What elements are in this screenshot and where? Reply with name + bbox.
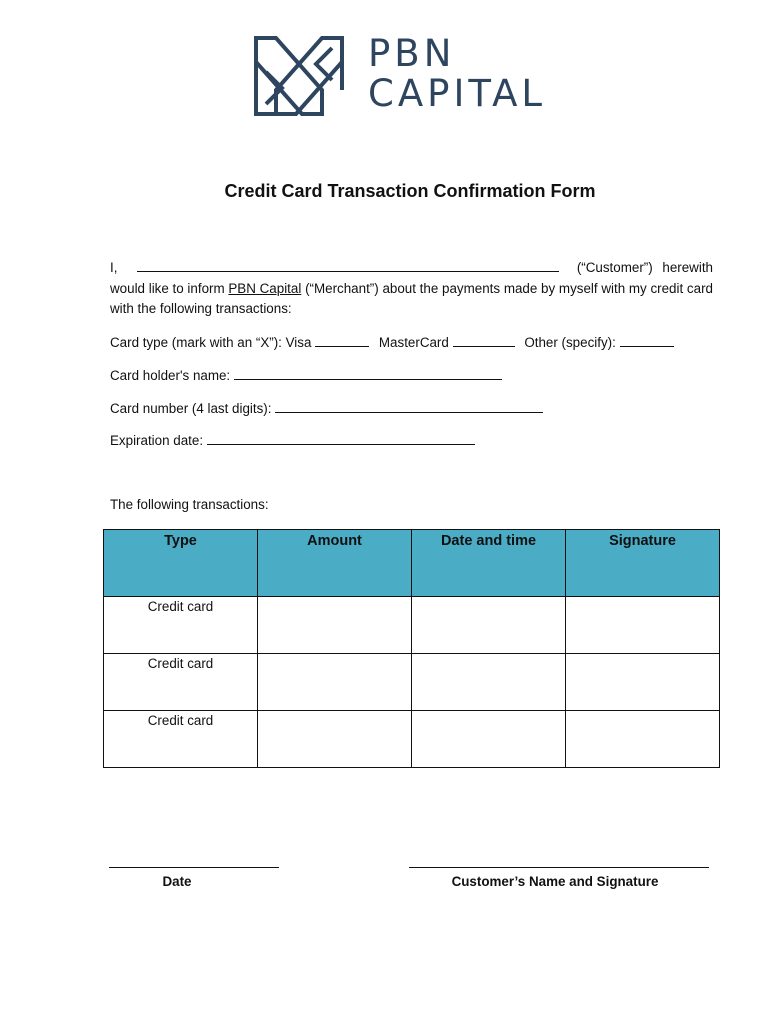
date-label: Date: [162, 874, 192, 889]
visa-blank[interactable]: [315, 333, 369, 347]
card-number-line: [110, 399, 543, 416]
table-row: [104, 597, 720, 654]
cell-type: Credit card: [104, 711, 258, 768]
intro-customer-tag: (“Customer”) herewith would like to inform: [110, 260, 713, 296]
holder-line: [110, 366, 502, 383]
mastercard-label: MasterCard: [378, 335, 449, 350]
brand-line-2: CAPITAL: [368, 72, 547, 115]
card-type-label: Card type (mark with an “X”): Visa: [110, 335, 312, 350]
company-logo: [252, 32, 572, 122]
cell-signature[interactable]: [566, 711, 720, 768]
cell-signature[interactable]: [566, 597, 720, 654]
pbn-logo-icon: [252, 32, 346, 120]
intro-prefix: I,: [110, 260, 118, 275]
form-title: Credit Card Transaction Confirmation Form: [224, 181, 596, 201]
mastercard-blank[interactable]: [453, 333, 515, 347]
customer-signature-label: Customer’s Name and Signature: [451, 874, 659, 889]
intro-suffix: (“Merchant”) about the payments made by myself with my credit card with the following transactions:: [110, 280, 713, 316]
holder-blank[interactable]: [234, 366, 502, 380]
card-number-label: Card number (4 last digits):: [110, 401, 272, 416]
cell-amount[interactable]: [258, 654, 412, 711]
other-label: Other (specify):: [524, 335, 616, 350]
intro-paragraph: [110, 258, 713, 320]
brand-line-1: PBN: [368, 32, 456, 75]
customer-name-blank[interactable]: [137, 258, 559, 272]
cell-signature[interactable]: [566, 654, 720, 711]
header-amount: Amount: [258, 530, 412, 597]
transactions-table: [103, 529, 720, 768]
cell-date-time[interactable]: [412, 654, 566, 711]
date-signature-line[interactable]: [109, 867, 279, 868]
cell-amount[interactable]: [258, 711, 412, 768]
other-blank[interactable]: [620, 333, 674, 347]
merchant-name: PBN Capital: [228, 280, 302, 296]
table-header-row: [104, 530, 720, 597]
cell-type: Credit card: [104, 654, 258, 711]
expiration-label: Expiration date:: [110, 433, 204, 448]
header-signature: Signature: [566, 530, 720, 597]
transactions-label: The following transactions:: [110, 497, 269, 512]
expiration-blank[interactable]: [207, 431, 475, 445]
table-row: [104, 711, 720, 768]
cell-date-time[interactable]: [412, 597, 566, 654]
header-date-time: Date and time: [412, 530, 566, 597]
holder-label: Card holder's name:: [110, 368, 231, 383]
expiration-line: [110, 431, 475, 448]
table-row: [104, 654, 720, 711]
cell-date-time[interactable]: [412, 711, 566, 768]
header-type: Type: [104, 530, 258, 597]
cell-type: Credit card: [104, 597, 258, 654]
cell-amount[interactable]: [258, 597, 412, 654]
card-type-line: [110, 333, 674, 350]
card-number-blank[interactable]: [275, 399, 543, 413]
customer-signature-line[interactable]: [409, 867, 709, 868]
